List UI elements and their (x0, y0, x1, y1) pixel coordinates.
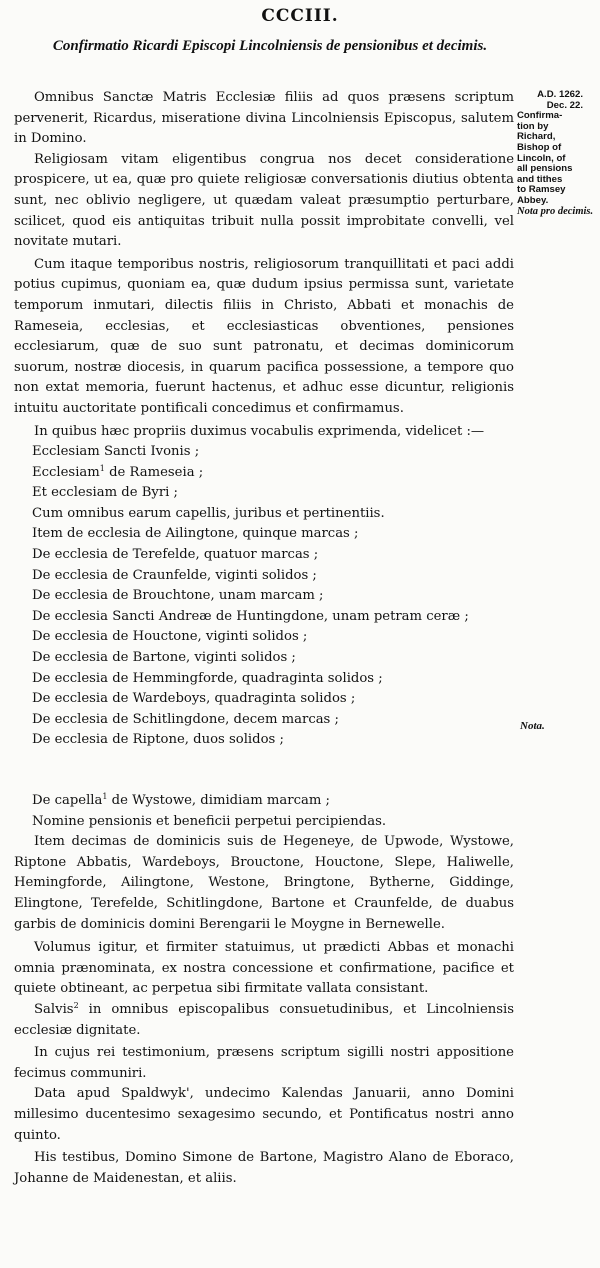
churches-list (14, 442, 514, 751)
list-item: De ecclesia de Riptone, duos solidos ; (32, 732, 284, 748)
list-item-text: de Wystowe, dimidiam marcam ; (107, 793, 330, 808)
paragraph-sealing: In cujus rei testimonium, præsens scriptum sigilli nostri appositione fecimus communiri. (14, 1045, 514, 1081)
list-item: Et ecclesiam de Byri ; (32, 485, 178, 501)
charter-number: CCCIII. (261, 6, 339, 26)
margin-note-line: Abbey. (517, 194, 549, 206)
list-item: Nomine pensionis et beneficii perpetui percipiendas. (32, 813, 387, 829)
list-item: De ecclesia de Bartone, viginti solidos ; (32, 650, 296, 666)
list-item-text: Ecclesiam (32, 464, 100, 480)
list-item-text: de Rameseia ; (104, 464, 204, 480)
list-item: Item de ecclesia de Ailingtone, quinque marcas ; (32, 526, 359, 542)
margin-note-line: all pensions (517, 163, 573, 175)
list-item: De ecclesia de Craunfelde, viginti solidos ; (32, 567, 317, 583)
paragraph-list-intro: In quibus hæc propriis duximus vocabulis exprimenda, videlicet :— (34, 423, 485, 439)
chapel-list (14, 791, 514, 832)
margin-date-day: Dec. 22. (546, 99, 583, 111)
paragraph-tithes: Item decimas de dominicis suis de Hegeneye, de Upwode, Wystowe, Riptone Abbatis, Wardeboys, Brouctone, Houctone, Slepe, Haliwelle, Hemingforde, Ailingtone, Westone, Bringtone, Bytherne, Giddinge, Elingtone, Terefelde, Schitlingdone, Bartone et Craunfelde, de duabus garbis de dominicis domini Berengarii le Moygne in Bernewelle. (14, 834, 514, 932)
list-item: De ecclesia de Schitlingdone, decem marcas ; (32, 711, 339, 727)
section-gap (14, 751, 514, 791)
list-item: De ecclesia de Wardeboys, quadraginta solidos ; (32, 691, 356, 707)
paragraph-preamble: Religiosam vitam eligentibus congrua nos decet consideratione prospicere, ut ea, quæ pro quiete religiosæ conversationis diutius obtenta sunt, nec oblivio negligere, ut quædam valeat præsumptio perturbare, scilicet, quod eis antiquitas tribuit nulla possit improbitate convelli, vel novitate mutari. (14, 151, 514, 250)
footnote-marker: 1 (102, 792, 108, 801)
footnote-marker: 1 (99, 463, 105, 473)
margin-date: A.D. 1262. (537, 89, 583, 100)
margin-nota-pro-decimis: Nota pro decimis. (517, 205, 594, 217)
paragraph-grant: Cum itaque temporibus nostris, religiosorum tranquillitati et paci addi potius cupimus, quoniam ea, quæ dudum ipsius permissa sunt, varietate temporum inmutari, dilectis filiis in Christo, Abbati et monachis de Rameseia, ecclesias, et ecclesiasticas obventiones, pensiones ecclesiarum, quæ de suo sunt patronatu, et decimas dominicorum suorum, nostræ diocesis, in quarum pacifica possessione, a tempore quo non extat memoria, fuerunt hactenus, et adhuc esse dicuntur, religionis intuitu auctoritate pontificali concedimus et confirmamus. (14, 256, 514, 416)
paragraph-dating: Data apud Spaldwyk', undecimo Kalendas Januarii, anno Domini millesimo ducentesimo sexagesimo secundo, et Pontificatus nostri anno quinto. (14, 1086, 514, 1143)
paragraph-text: in omnibus episcopalibus consuetudinibus, et Lincolniensis ecclesiæ dignitate. (14, 1001, 514, 1038)
marginal-notes (517, 90, 597, 217)
margin-note-line: and tithes (517, 173, 563, 185)
list-item: De ecclesia de Houctone, viginti solidos ; (32, 629, 308, 645)
margin-note-line: to Ramsey (517, 184, 566, 196)
paragraph-saving-clause (14, 1000, 514, 1041)
paragraph-statute: Volumus igitur, et firmiter statuimus, ut prædicti Abbas et monachi omnia prænominata, ex nostra concessione et confirmatione, pacifice et quiete obtineant, ac perpetua sibi firmitate vallata consistant. (14, 940, 514, 997)
list-item: De ecclesia de Hemmingforde, quadraginta solidos ; (32, 670, 383, 686)
margin-note-line: Richard, (517, 131, 556, 143)
margin-note-line: tion by (517, 120, 549, 132)
margin-note-line: Confirma- (517, 110, 563, 122)
charter-body (14, 88, 514, 1189)
list-item: De ecclesia Sancti Andreæ de Huntingdone, unam petram ceræ ; (32, 608, 469, 624)
paragraph-text: Salvis (34, 1001, 74, 1017)
list-item: Cum omnibus earum capellis, juribus et pertinentiis. (32, 505, 385, 521)
paragraph-witnesses: His testibus, Domino Simone de Bartone, Magistro Alano de Eboraco, Johanne de Maidenestan, et aliis. (14, 1150, 514, 1186)
list-item-text: De capella (32, 793, 103, 808)
list-item (14, 791, 514, 812)
margin-note-line: Lincoln, of (517, 152, 566, 164)
list-item: Ecclesiam Sancti Ivonis ; (32, 444, 200, 460)
list-item: De ecclesia de Brouchtone, unam marcam ; (32, 588, 324, 604)
margin-note-line: Bishop of (517, 141, 562, 153)
list-item: De ecclesia de Terefelde, quatuor marcas ; (32, 547, 319, 563)
paragraph-salutation: Omnibus Sanctæ Matris Ecclesiæ filiis ad quos præsens scriptum pervenerit, Ricardus, miseratione divina Lincolniensis Episcopus, salutem in Domino. (14, 90, 514, 147)
margin-nota: Nota. (520, 720, 545, 732)
list-item (14, 463, 514, 484)
footnote-marker: 2 (73, 1000, 79, 1010)
charter-title: Confirmatio Ricardi Episcopi Lincolniensis de pensionibus et decimis. (52, 38, 488, 54)
